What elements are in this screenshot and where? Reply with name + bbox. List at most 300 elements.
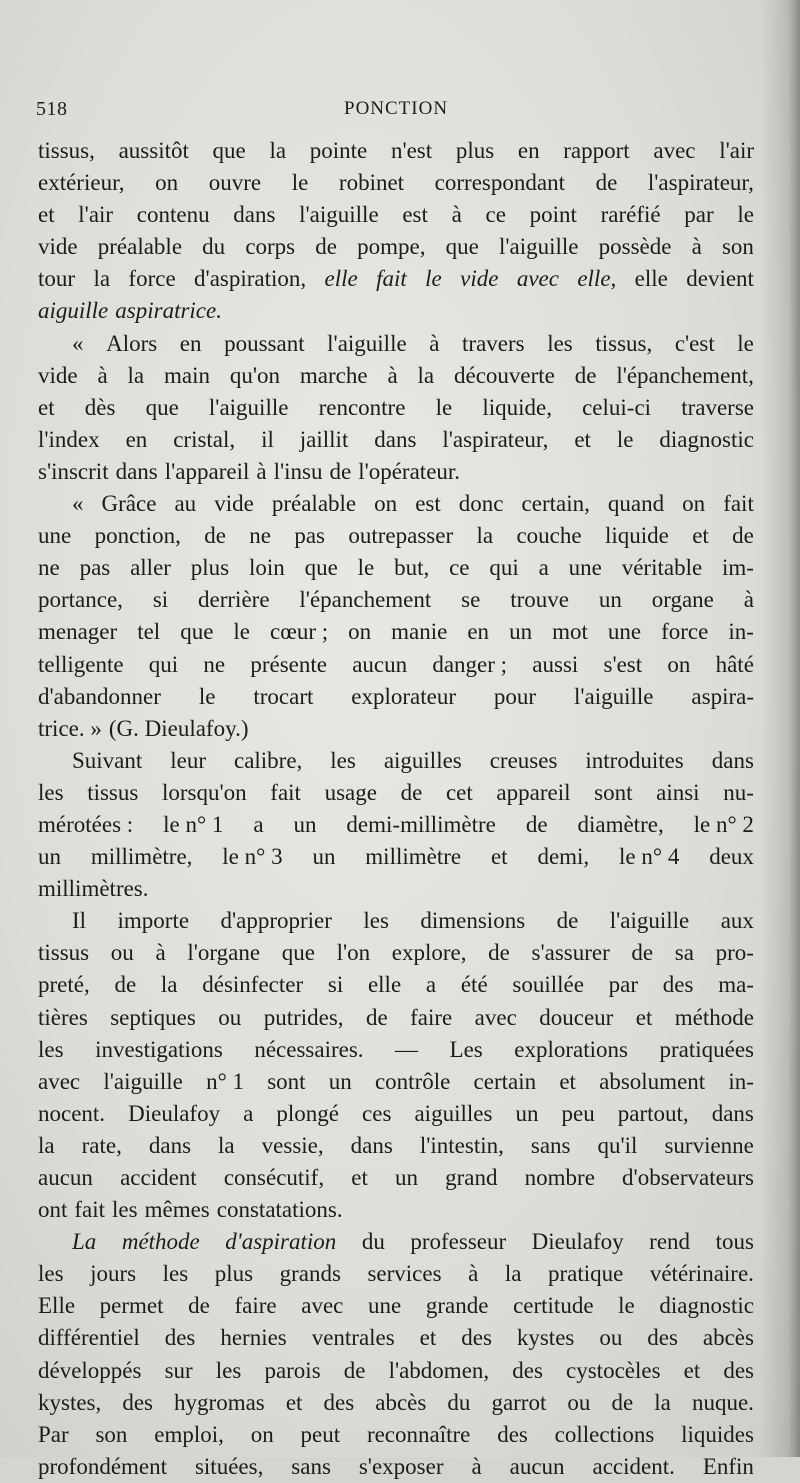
word: in- [728,1068,754,1094]
word: des [164,1325,196,1351]
word: un [394,1165,418,1190]
word: elle [634,266,668,292]
word: l'épanchement, [616,362,754,388]
word: vide [38,362,78,388]
word: plus [190,555,230,581]
word: vide [214,491,254,517]
word: l'aiguille [574,683,654,709]
word: tissus [38,940,90,966]
word: lorsqu'on [161,779,247,805]
word: méthode [674,1004,754,1030]
word: possède [598,234,672,260]
word: il [261,426,274,452]
word: reconnaître [366,1421,471,1447]
word: diamètre, [577,811,664,837]
word: à [743,587,754,613]
word: tissus, [38,138,95,163]
word: les [112,1197,138,1223]
word: le n° 2 [693,811,754,837]
word: rencontre [318,394,406,420]
word: ce [449,555,470,581]
word: n'est [390,138,433,163]
word: son [95,1421,128,1447]
word: ou [567,1389,591,1415]
word: de [631,940,654,966]
word: menager [38,619,118,645]
word: de [188,1293,210,1319]
word: sont [267,1068,306,1094]
text-line [38,873,754,905]
word: de [114,972,137,998]
word: traverse [681,394,754,420]
word: pas [79,555,111,581]
word: on [374,491,398,517]
word: des [122,1389,153,1415]
word: que [304,555,338,581]
text-line [38,745,754,777]
word: calibre, [233,747,303,773]
word: d'observateurs [622,1165,754,1190]
word: liquide [604,523,669,549]
word: Enfin [702,1453,754,1479]
word: Alors [106,330,158,356]
word: profondément [38,1453,168,1479]
word: Elle [38,1293,76,1319]
text-line [38,1098,754,1130]
text-line [38,456,754,488]
text-line [38,841,754,873]
word: ce [485,202,506,228]
word: ne [249,523,271,549]
word: travers [462,330,525,356]
word: une [38,523,72,549]
word: tissus [87,779,139,805]
word: ou [110,940,134,966]
word: le [435,394,453,420]
word: faire [234,1293,277,1319]
word: un [515,1100,539,1126]
word: que [180,619,214,645]
text-line [38,295,754,327]
word: sont [594,779,633,805]
word: certain, [521,491,590,517]
word: contenu [136,202,210,228]
word: différentiel [38,1325,140,1351]
word: absolument [599,1068,706,1094]
word: les [330,747,356,773]
word: Il [72,908,87,934]
word: préalable [97,234,183,260]
word: dans [374,426,417,452]
word: usage [324,779,377,805]
word: que [212,138,246,163]
page-header [36,98,736,128]
word: à [256,458,267,484]
word: ne [203,651,226,677]
word: but, [394,555,430,581]
word: l'aiguille [299,202,379,228]
word: l'organe [187,940,261,966]
word: des [723,1357,754,1383]
word: dans [115,458,158,484]
word: point [529,202,577,228]
word: explore, [391,940,467,966]
word: liquides [681,1421,754,1447]
word: l'aspirateur, [442,426,549,452]
word: le [291,170,309,196]
word: avec [474,1004,517,1030]
word: la [160,972,178,998]
word: à [691,234,702,260]
word: (G. Dieulafoy.) [108,715,249,741]
text-line [38,1066,754,1098]
word: découverte [453,362,555,388]
word: loin [248,555,285,581]
word: introduites [585,747,684,773]
word: rate, [81,1132,122,1158]
word: souillée [512,972,584,998]
word: avec [38,1068,81,1094]
italic-word: le [425,266,442,292]
page-number: 518 [36,98,68,120]
word: vide [38,234,78,260]
word: de [574,362,597,388]
word: présente [250,651,327,677]
word: tel [137,619,161,645]
word: telligente [38,651,124,677]
word: nu- [723,779,754,805]
word: dimensions [420,908,526,934]
word: ainsi [656,779,700,805]
word: vessie, [261,1132,324,1158]
word: a [425,972,437,998]
word: et [559,1068,576,1094]
word: tous [715,1229,754,1255]
word: des [647,1325,678,1351]
word: aucun [509,1453,565,1479]
word: trocart [253,683,314,709]
word: l'aiguille [609,908,690,934]
text-line [38,777,754,809]
text-line [38,584,754,616]
text-line [38,392,754,424]
word: plongé [276,1100,339,1126]
word: la [417,362,435,388]
italic-word: aspiratrice. [115,298,222,324]
word: correspondant [434,170,565,196]
word: mérotées : [38,811,134,837]
word: la [93,266,111,292]
italic-word: méthode [121,1229,200,1255]
text-line [38,231,754,263]
word: le n° 4 [619,844,680,870]
text-line [38,167,754,199]
word: donc [458,491,504,517]
word: plus [214,1261,254,1287]
word: et [351,1165,368,1190]
word: constatations. [216,1197,343,1223]
word: de [365,1004,388,1030]
word: l'aiguille [327,330,407,356]
word: nuque. [691,1389,754,1415]
word: l'aiguille [499,234,579,260]
word: des [461,1325,492,1351]
word: le [616,426,634,452]
text-line [38,424,754,456]
word: s'inscrit [38,458,109,484]
word: de [488,940,510,966]
word: parois [264,1357,321,1383]
word: sa [674,940,694,966]
word: un [328,1068,352,1094]
word: des [323,1389,355,1415]
word: diagnostic [659,426,754,452]
word: qui [489,555,519,581]
word: cristal, [173,426,236,452]
word: n° 1 [206,1068,245,1094]
word: s'assurer [531,940,610,966]
word: de [611,1389,634,1415]
word: le [618,1293,635,1319]
italic-word: elle [324,266,358,292]
text-line [38,1194,754,1226]
word: dans [350,1132,393,1158]
word: permet [99,1293,164,1319]
word: ont [38,1197,68,1223]
word: grands [279,1261,341,1287]
word: été [460,972,488,998]
text-line [38,135,754,167]
word: si [327,972,344,998]
word: et [683,1357,701,1383]
word: septiques [110,1004,196,1030]
word: des [512,1357,543,1383]
word: force [128,266,176,292]
text-line [38,937,754,969]
word: une [607,619,642,645]
word: Dieulafoy [531,1229,624,1255]
word: liquide, [482,394,552,420]
word: sans [530,1132,571,1158]
word: ne [38,555,60,581]
word: un [598,587,622,613]
text-line [38,681,754,713]
word: et [635,1004,653,1030]
word: l'aiguille [208,394,289,420]
word: un [38,844,61,870]
word: demi-millimètre [346,811,496,837]
text-line [38,263,754,295]
word: hâté [715,651,754,677]
word: à [451,202,462,228]
text-line [38,1258,754,1290]
text-line [38,809,754,841]
word: elle [367,972,402,998]
text-line [38,328,754,360]
word: l'aspirateur, [647,170,754,196]
word: par [684,202,714,228]
word: de [204,523,226,549]
text-line [38,552,754,584]
italic-word: aiguille [38,298,109,324]
word: l'on [336,940,371,966]
word: l'abdomen, [388,1357,490,1383]
word: douceur [539,1004,614,1030]
word: « [72,330,84,356]
word: preté, [38,972,90,998]
word: on [682,491,706,517]
word: le [233,619,251,645]
word: avec [653,138,696,163]
word: kystes [516,1325,575,1351]
word: hernies [220,1325,287,1351]
word: demi, [537,844,590,870]
italic-word: vide [460,266,499,292]
word: dans [711,747,754,773]
word: tières [38,1004,88,1030]
word: rapport [563,138,630,163]
italic-word: fait [376,266,407,292]
word: préalable [271,491,357,517]
word: son [721,234,754,260]
word: grand [445,1165,498,1190]
word: la [476,523,494,549]
text-line [38,360,754,392]
word: est [402,202,428,228]
word: qu'il [597,1132,638,1158]
word: qu'on [229,362,281,388]
word: qui [148,651,179,677]
word: celui-ci [582,394,652,420]
word: Suivant [72,747,143,773]
word: hygromas [174,1389,265,1415]
word: abcès [375,1389,427,1415]
word: et [38,394,55,420]
text-line [38,1290,754,1322]
word: la [269,138,287,163]
word: des [662,972,694,998]
word: pratiquées [659,1036,754,1062]
text-line [38,1387,754,1419]
word: les [547,330,573,356]
word: dans [711,1100,754,1126]
word: certitude [513,1293,594,1319]
word: en [467,619,490,645]
word: fait [270,779,301,805]
word: dans [148,1132,192,1158]
word: d'approprier [220,908,332,934]
word: ponction, [94,523,181,549]
word: main [164,362,211,388]
word: peu [561,1100,595,1126]
word: « [72,491,84,517]
word: explorations [514,1036,628,1062]
word: survienne [664,1132,754,1158]
word: importe [117,908,190,934]
word: et [490,844,508,870]
word: contrôle [374,1068,451,1094]
word: jaillit [299,426,349,452]
word: l'intestin, [419,1132,504,1158]
word: nocent. [38,1100,106,1126]
word: l'opérateur. [358,458,461,484]
word: consécutif, [223,1165,325,1190]
word: l'air [78,202,114,228]
word: du [447,1389,471,1415]
word: millimètres. [38,876,149,902]
word: kystes, [38,1389,102,1415]
word: Les [449,1036,483,1062]
text-line [38,905,754,937]
word: le n° 3 [222,844,283,870]
text-line [38,1162,754,1194]
word: on [155,170,179,196]
word: certain [473,1068,537,1094]
word: dans [233,202,276,228]
word: d'abandonner [38,683,161,709]
word: marche [299,362,368,388]
word: portance, [38,587,123,613]
word: véritable [621,555,703,581]
word: pompe, [357,234,426,260]
word: trouve [510,587,569,613]
word: on [250,1421,274,1447]
word: tour [38,266,76,292]
word: aucun [352,651,408,677]
text-line [38,1034,754,1066]
word: du [361,1229,385,1255]
word: jours [90,1261,137,1287]
word: cet [445,779,473,805]
word: leur [170,747,207,773]
italic-word: La [72,1229,97,1255]
word: le [198,683,216,709]
word: à [471,1453,482,1479]
word: les [38,1036,64,1062]
page-edge-shadow [760,0,800,1457]
word: les [363,908,389,934]
word: s'exposer [358,1453,444,1479]
word: de [556,908,579,934]
word: de [329,458,352,484]
word: a [253,811,264,837]
word: mêmes [144,1197,210,1223]
running-title: PONCTION [344,98,449,119]
word: in- [728,619,754,645]
word: fait [723,491,754,517]
word: cystocèles [566,1357,661,1383]
word: putrides, [263,1004,344,1030]
body-text [38,135,754,1483]
word: services [367,1261,442,1287]
word: de [732,523,754,549]
word: en [125,426,148,452]
word: faire [410,1004,453,1030]
text-line [38,1419,754,1451]
word: millimètre, [90,844,193,870]
word: Dieulafoy [128,1100,221,1126]
word: le [737,202,754,228]
word: l'aiguille [103,1068,183,1094]
word: danger ; [432,651,508,677]
word: mot [552,619,588,645]
word: et [692,523,709,549]
italic-word: elle, [577,266,617,292]
word: trice. » [38,715,102,741]
word: devient [686,266,754,292]
word: ventrales [311,1325,395,1351]
word: creuses [489,747,558,773]
